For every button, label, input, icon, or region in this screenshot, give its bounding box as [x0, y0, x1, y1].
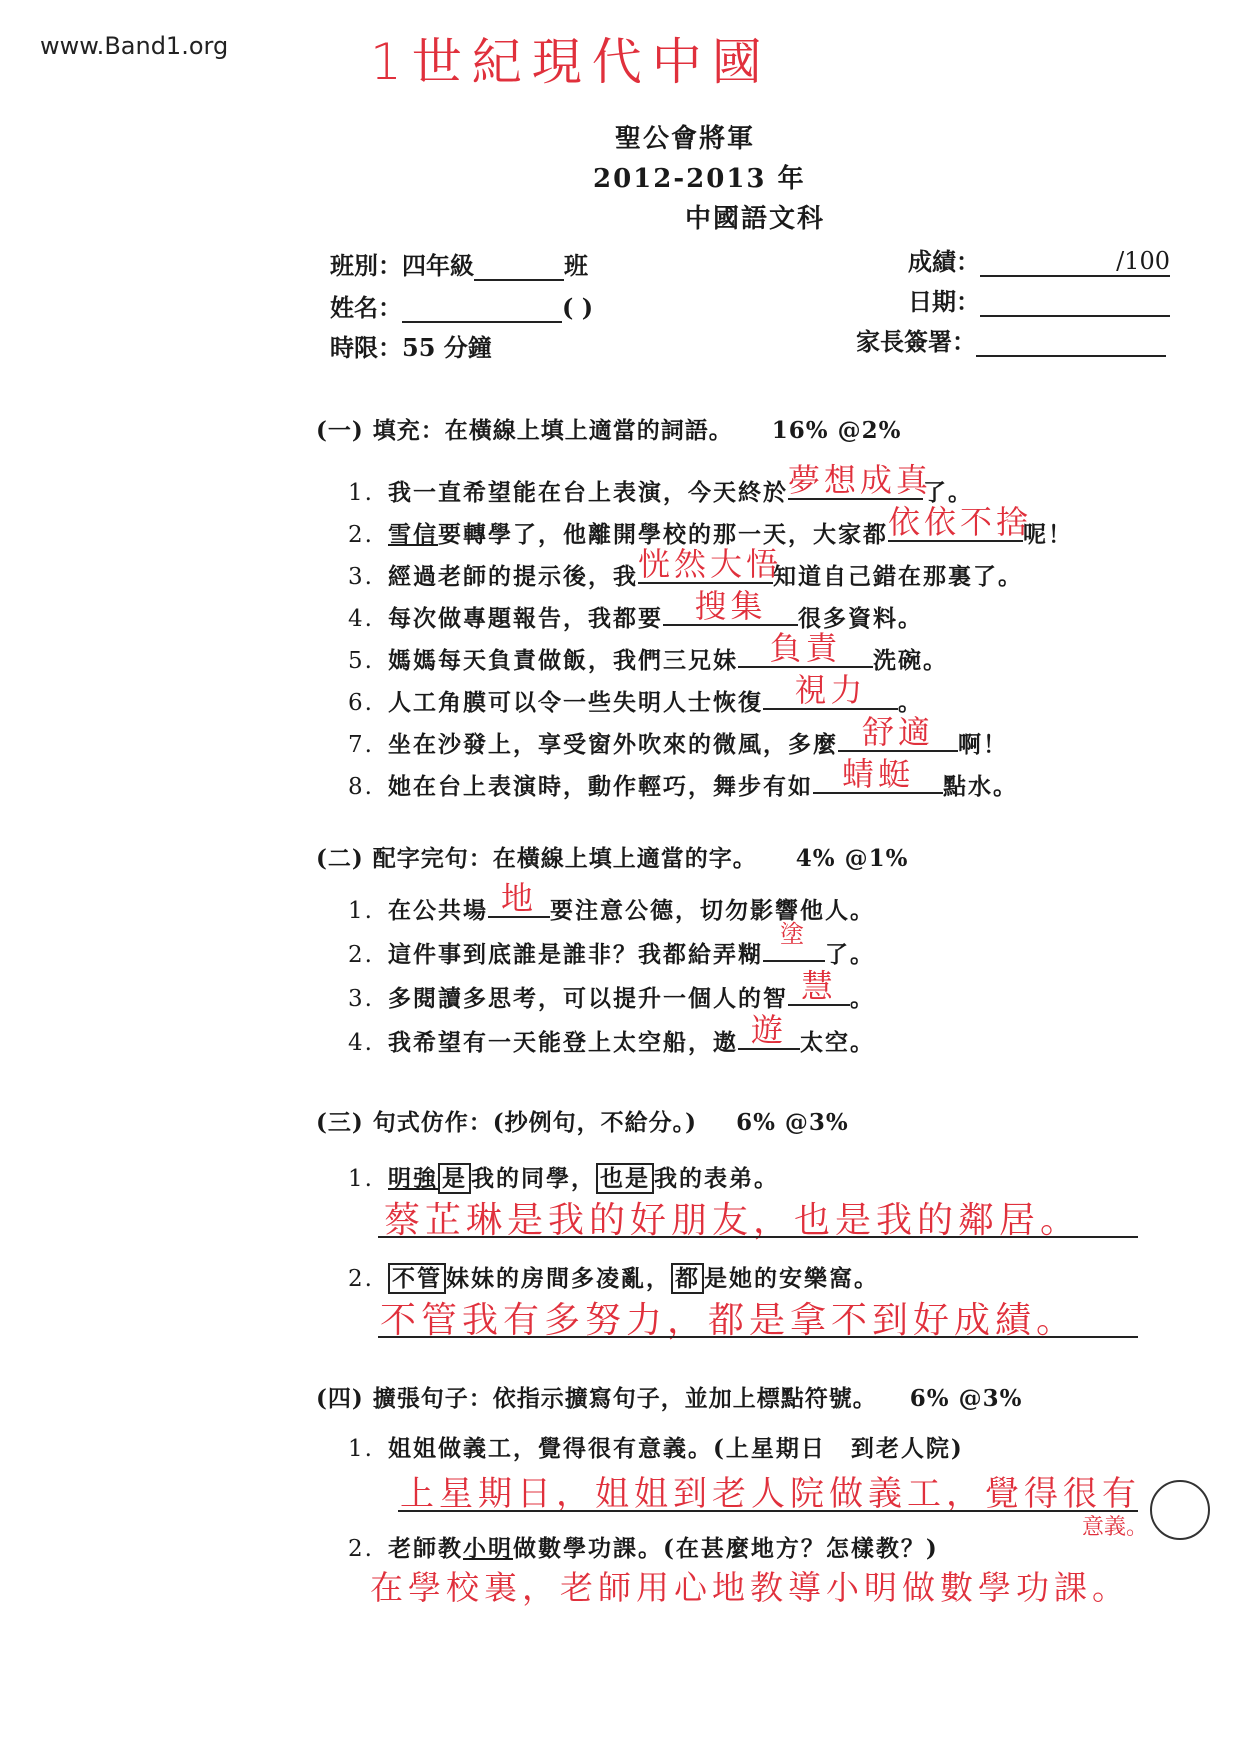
- s2-q2-text-end: 了。: [825, 941, 875, 968]
- s3-q1-name: 明強: [388, 1165, 438, 1192]
- s1-q3-blank[interactable]: [638, 545, 783, 584]
- class-suffix: 班: [564, 251, 588, 280]
- s2-q1-text-end: 要注意公德，切勿影響他人。: [550, 897, 875, 924]
- s2-q4-text-end: 太空。: [800, 1029, 875, 1056]
- s4-q2-answer: 在學校裏，老師用心地教導小明做數學功課。: [370, 1568, 1130, 1607]
- s4-q2-name: 小明: [463, 1535, 513, 1562]
- s1-question-6: [348, 671, 923, 717]
- section3-score: 6% @3%: [736, 1109, 849, 1136]
- s1-q5-answer: 負責: [769, 629, 842, 667]
- s1-q1-number: 1.: [348, 480, 374, 506]
- name-number: ( ): [562, 293, 594, 322]
- s1-q6-text-end: 。: [898, 689, 923, 716]
- s2-q2-blank[interactable]: [763, 920, 825, 962]
- s1-question-5: [348, 629, 948, 675]
- s4-q2-number: 2.: [348, 1536, 374, 1562]
- s3-q2-answer-line[interactable]: [378, 1336, 1138, 1338]
- s3-q1-number: 1.: [348, 1166, 374, 1192]
- time-label: 時限：: [330, 333, 402, 362]
- s1-q8-answer: 蜻蜓: [841, 755, 914, 793]
- s3-q1-answer: 蔡芷琳是我的好朋友，也是我的鄰居。: [384, 1200, 1082, 1241]
- s1-q7-blank[interactable]: [838, 713, 958, 752]
- s1-question-2: [348, 503, 1073, 549]
- s1-q2-number: 2.: [348, 522, 374, 548]
- s4-q1-answer-continued: 意義。: [1082, 1515, 1149, 1540]
- s1-q2-answer: 依依不捨: [888, 503, 1033, 541]
- section3-title: (三) 句式仿作：(抄例句，不給分。): [316, 1109, 698, 1136]
- s1-q4-number: 4.: [348, 606, 374, 632]
- s4-q2-text-1: 老師教: [388, 1535, 463, 1562]
- s1-q8-text-end: 點水。: [943, 773, 1018, 800]
- score-row: [908, 242, 1170, 277]
- s4-q1-number: 1.: [348, 1436, 374, 1462]
- s1-q4-blank[interactable]: [663, 587, 798, 626]
- s1-q6-answer: 視力: [794, 671, 867, 709]
- s4-q1-text: 姐姐做義工，覺得很有意義。(上星期日 到老人院): [388, 1435, 964, 1462]
- time-row: [330, 328, 492, 363]
- handwritten-title: 1世紀現代中國: [370, 33, 772, 91]
- s2-q4-number: 4.: [348, 1030, 374, 1056]
- parent-blank[interactable]: [976, 355, 1166, 357]
- s2-q4-answer: 遊: [750, 1011, 787, 1049]
- s1-q2-proper-name: 雪信: [388, 521, 438, 548]
- parent-row: [856, 322, 1166, 357]
- s2-q2-answer: 塗: [780, 920, 808, 948]
- s2-q4-blank[interactable]: [738, 1011, 800, 1050]
- name-label: 姓名：: [330, 293, 402, 322]
- s3-q1-text-1: 我的同學，: [471, 1165, 596, 1192]
- section2-header: [316, 840, 909, 873]
- s1-q5-text: 媽媽每天負責做飯，我們三兄妹: [388, 647, 738, 674]
- s4-question-2: [348, 1530, 939, 1563]
- s1-q1-text-end: 了。: [923, 479, 973, 506]
- s2-question-4: [348, 1011, 875, 1057]
- s1-q1-text: 我一直希望能在台上表演，今天終於: [388, 479, 788, 506]
- s1-q6-text: 人工角膜可以令一些失明人士恢復: [388, 689, 763, 716]
- section1-score: 16% @2%: [771, 417, 902, 444]
- s1-q6-number: 6.: [348, 690, 374, 716]
- section2-title: (二) 配字完句：在橫線上填上適當的字。: [316, 845, 757, 872]
- section2-score: 4% @1%: [795, 845, 909, 872]
- s1-question-3: [348, 545, 1023, 591]
- s2-question-3: [348, 967, 875, 1013]
- s1-q7-number: 7.: [348, 732, 374, 758]
- marking-circle: [1150, 1480, 1210, 1540]
- s1-q4-text: 每次做專題報告，我都要: [388, 605, 663, 632]
- s3-q2-keyword-2: 都: [671, 1263, 704, 1294]
- s2-q3-text: 多閱讀多思考，可以提升一個人的智: [388, 985, 788, 1012]
- section4-title: (四) 擴張句子：依指示擴寫句子，並加上標點符號。: [316, 1385, 877, 1412]
- s4-q1-answer-line[interactable]: [398, 1510, 1138, 1512]
- website-watermark: www.Band1.org: [40, 32, 229, 60]
- s1-q8-number: 8.: [348, 774, 374, 800]
- class-blank[interactable]: [474, 279, 564, 281]
- s3-question-2: [348, 1260, 879, 1293]
- score-blank[interactable]: [980, 247, 1170, 277]
- s1-q3-text: 經過老師的提示後，我: [388, 563, 638, 590]
- subject-title: 中國語文科: [685, 204, 826, 234]
- s2-q3-answer: 慧: [800, 967, 837, 1005]
- s3-q2-answer: 不管我有多努力，都是拿不到好成績。: [380, 1300, 1078, 1341]
- s1-q3-number: 3.: [348, 564, 374, 590]
- s2-question-2: [348, 920, 875, 969]
- s1-question-7: [348, 713, 1008, 759]
- s3-q2-text-2: 是她的安樂窩。: [704, 1265, 879, 1292]
- s1-q3-text-end: 知道自己錯在那裏了。: [773, 563, 1023, 590]
- s2-q3-number: 3.: [348, 986, 374, 1012]
- score-label: 成績：: [908, 247, 980, 276]
- s3-q2-keyword-1: 不管: [388, 1263, 446, 1294]
- s1-question-4: [348, 587, 923, 633]
- s1-q2-text-end: 呢！: [1023, 521, 1073, 548]
- s4-q1-answer: 上星期日，姐姐到老人院做義工，覺得很有: [400, 1474, 1141, 1514]
- s1-q8-text: 她在台上表演時，動作輕巧，舞步有如: [388, 773, 813, 800]
- class-row: [330, 246, 588, 281]
- s2-q1-answer: 地: [500, 879, 537, 917]
- s1-q5-number: 5.: [348, 648, 374, 674]
- s4-question-1: [348, 1430, 964, 1463]
- s2-q1-number: 1.: [348, 898, 374, 924]
- s2-q2-text: 這件事到底誰是誰非？我都給弄糊: [388, 941, 763, 968]
- s1-q1-blank[interactable]: [788, 461, 933, 500]
- date-row: [908, 282, 1170, 317]
- s1-q5-text-end: 洗碗。: [873, 647, 948, 674]
- s1-q2-blank[interactable]: [888, 503, 1033, 542]
- s1-q3-answer: 恍然大悟: [638, 545, 783, 583]
- s2-q3-text-end: 。: [850, 985, 875, 1012]
- name-row: [330, 288, 593, 323]
- s3-q1-keyword-2: 也是: [596, 1163, 654, 1194]
- time-value: 55 分鐘: [402, 333, 492, 362]
- s1-q7-answer: 舒適: [861, 713, 934, 751]
- section1-title: (一) 填充：在橫線上填上適當的詞語。: [316, 417, 733, 444]
- section1-header: [316, 412, 902, 445]
- s2-q4-text: 我希望有一天能登上太空船，遨: [388, 1029, 738, 1056]
- name-blank[interactable]: [402, 321, 562, 323]
- section4-score: 6% @3%: [909, 1385, 1023, 1412]
- class-grade: 四年級: [402, 251, 474, 280]
- class-label: 班別：: [330, 251, 402, 280]
- score-total: /100: [1116, 247, 1170, 275]
- section4-header: [316, 1380, 1023, 1413]
- s3-q1-answer-line[interactable]: [378, 1236, 1138, 1238]
- s2-q1-blank[interactable]: [488, 879, 550, 918]
- s1-q4-answer: 搜集: [694, 587, 767, 625]
- section3-header: [316, 1104, 849, 1137]
- s1-question-1: [348, 461, 973, 507]
- s1-q8-blank[interactable]: [813, 755, 943, 794]
- s4-q2-text-2: 做數學功課。(在甚麼地方？怎樣教？): [513, 1535, 939, 1562]
- s1-q1-answer: 夢想成真: [788, 461, 933, 499]
- s3-q1-text-2: 我的表弟。: [654, 1165, 779, 1192]
- s1-q4-text-end: 很多資料。: [798, 605, 923, 632]
- s1-q5-blank[interactable]: [738, 629, 873, 668]
- s2-q2-number: 2.: [348, 942, 374, 968]
- date-label: 日期：: [908, 287, 980, 316]
- s1-q6-blank[interactable]: [763, 671, 898, 710]
- parent-label: 家長簽署：: [856, 327, 976, 356]
- s3-q1-keyword-1: 是: [438, 1163, 471, 1194]
- s1-q2-text: 要轉學了，他離開學校的那一天，大家都: [438, 521, 888, 548]
- school-year: 2012-2013 年: [593, 164, 806, 194]
- s2-q3-blank[interactable]: [788, 967, 850, 1006]
- s3-question-1: [348, 1160, 779, 1193]
- date-blank[interactable]: [980, 315, 1170, 317]
- s2-q1-text: 在公共場: [388, 897, 488, 924]
- s3-q2-number: 2.: [348, 1266, 374, 1292]
- s1-question-8: [348, 755, 1018, 801]
- s1-q7-text: 坐在沙發上，享受窗外吹來的微風，多麼: [388, 731, 838, 758]
- s3-q2-text-1: 妹妹的房間多凌亂，: [446, 1265, 671, 1292]
- s1-q7-text-end: 啊！: [958, 731, 1008, 758]
- school-name: 聖公會將軍: [615, 124, 756, 154]
